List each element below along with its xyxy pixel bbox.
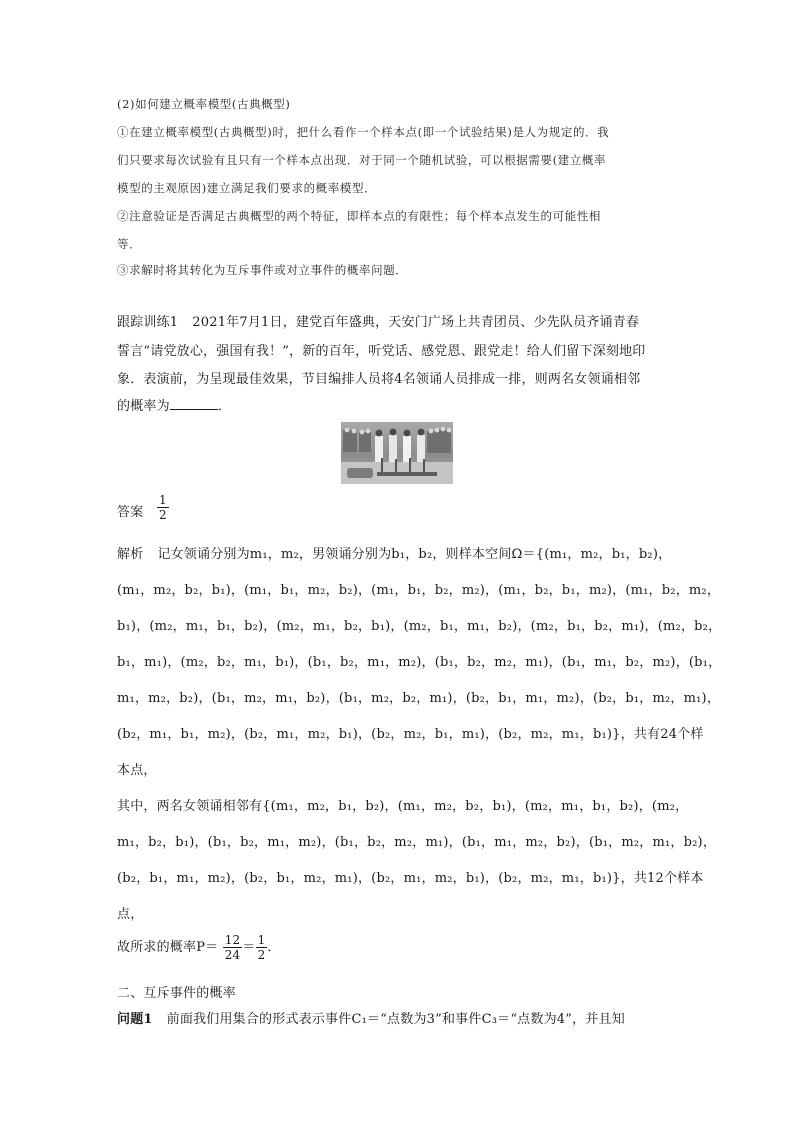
analysis-line: 点， — [117, 907, 144, 922]
section-heading: 二、互斥事件的概率 — [117, 986, 236, 1001]
notes-line: 模型的主观原因)建立满足我们要求的概率模型． — [117, 181, 377, 195]
exercise-line: 誓言“请党放心，强国有我！”，新的百年，听党话、感党恩、跟党走！给人们留下深刻地印 — [117, 344, 646, 359]
exercise-label: 跟踪训练1 — [117, 315, 179, 330]
answer-denominator: 2 — [159, 508, 167, 522]
analysis-line: (b₂，m₁，b₁，m₂)，(b₂，m₁，m₂，b₁)，(b₂，m₂，b₁，m₁)，(b₂，m₂，m₁，b₁)}，共有24个样 — [117, 727, 704, 742]
analysis-line: b₁)，(m₂，m₁，b₁，b₂)，(m₂，m₁，b₂，b₁)，(m₂，b₁，m₁，b₂)，(m₂，b₁，b₂，m₁)，(m₂，b₂， — [117, 619, 722, 634]
exercise-line — [117, 311, 639, 330]
analysis-line: m₁，b₂，b₁)，(b₁，b₂，m₁，m₂)，(b₁，b₂，m₂，m₁)，(b₁，m₁，m₂，b₂)，(b₁，m₂，m₁，b₂)， — [117, 835, 717, 850]
analysis-line: 本点， — [117, 763, 157, 778]
question-label: 问题1 — [117, 1012, 153, 1027]
analysis-label: 解析 — [117, 547, 144, 562]
analysis-line: m₁，m₂，b₂)，(b₁，m₂，m₁，b₂)，(b₁，m₂，b₂，m₁)，(b₂，b₁，m₁，m₂)，(b₂，b₁，m₂，m₁)， — [117, 691, 721, 706]
exercise-line: 的概率为 ． — [117, 399, 232, 414]
analysis-line: b₁，m₁)，(m₂，b₂，m₁，b₁)，(b₁，b₂，m₁，m₂)，(b₁，b₂，m₂，m₁)，(b₁，m₁，b₂，m₂)，(b₁， — [117, 655, 722, 670]
fraction-1-2: $\frac{1}{2}$ — [257, 933, 266, 962]
notes-heading: (2)如何建立概率模型(古典概型) — [117, 97, 291, 111]
analysis-line: (m₁，m₂，b₂，b₁)，(m₁，b₁，m₂，b₂)，(m₁，b₁，b₂，m₂)，(m₁，b₂，b₁，m₂)，(m₁，b₂，m₂， — [117, 583, 721, 598]
method-notes — [117, 96, 681, 286]
analysis-block — [117, 543, 722, 963]
question-line — [117, 1008, 625, 1027]
exercise-text: 2021年7月1日，建党百年盛典，天安门广场上共青团员、少先队员齐诵青春 — [192, 315, 640, 330]
notes-line: ③求解时将其转化为互斥事件或对立事件的概率问题． — [117, 263, 408, 277]
analysis-line: (b₂，b₁，m₁，m₂)，(b₂，b₁，m₂，m₁)，(b₂，m₁，m₂，b₁)，(b₂，m₂，m₁，b₁)}，共12个样本 — [117, 871, 704, 886]
notes-line: 们只要求每次试验有且只有一个样本点出现．对于同一个随机试验，可以根据需要(建立概率 — [117, 153, 607, 167]
analysis-line: 解析 记女领诵分别为m₁，m₂，男领诵分别为b₁，b₂，则样本空间Ω＝{(m₁，m₂，b₁，b₂)， — [117, 547, 672, 562]
section-b — [117, 982, 681, 1042]
exercise-line: 象．表演前，为呈现最佳效果，节目编排人员将4名领诵人员排成一排，则两名女领诵相邻 — [117, 372, 641, 387]
answer-numerator: 1 — [159, 493, 167, 507]
conclusion-line: 故所求的概率P＝ $\frac{12}{24}$ ＝ $\frac{1}{2}$ ． — [117, 933, 281, 962]
answer-block — [117, 493, 681, 527]
question-text: 前面我们用集合的形式表示事件C₁＝“点数为3”和事件C₃＝“点数为4”，并且知 — [166, 1012, 625, 1027]
answer-blank — [170, 397, 218, 410]
notes-line: ②注意验证是否满足古典概型的两个特征，即样本点的有限性；每个样本点发生的可能性相 — [117, 209, 601, 223]
exercise-block — [117, 311, 681, 414]
analysis-line: 其中，两名女领诵相邻有{(m₁，m₂，b₁，b₂)，(m₁，m₂，b₂，b₁)，(m₂，m₁，b₁，b₂)，(m₂， — [117, 799, 689, 814]
notes-line: ①在建立概率模型(古典概型)时，把什么看作一个样本点(即一个试验结果)是人为规定的．我 — [117, 125, 610, 139]
fraction-12-24: $\frac{12}{24}$ — [224, 933, 241, 962]
answer-fraction — [157, 493, 169, 522]
answer-label: 答案 — [117, 505, 144, 520]
performers-photo-icon — [341, 422, 453, 484]
notes-line: 等． — [117, 237, 142, 251]
